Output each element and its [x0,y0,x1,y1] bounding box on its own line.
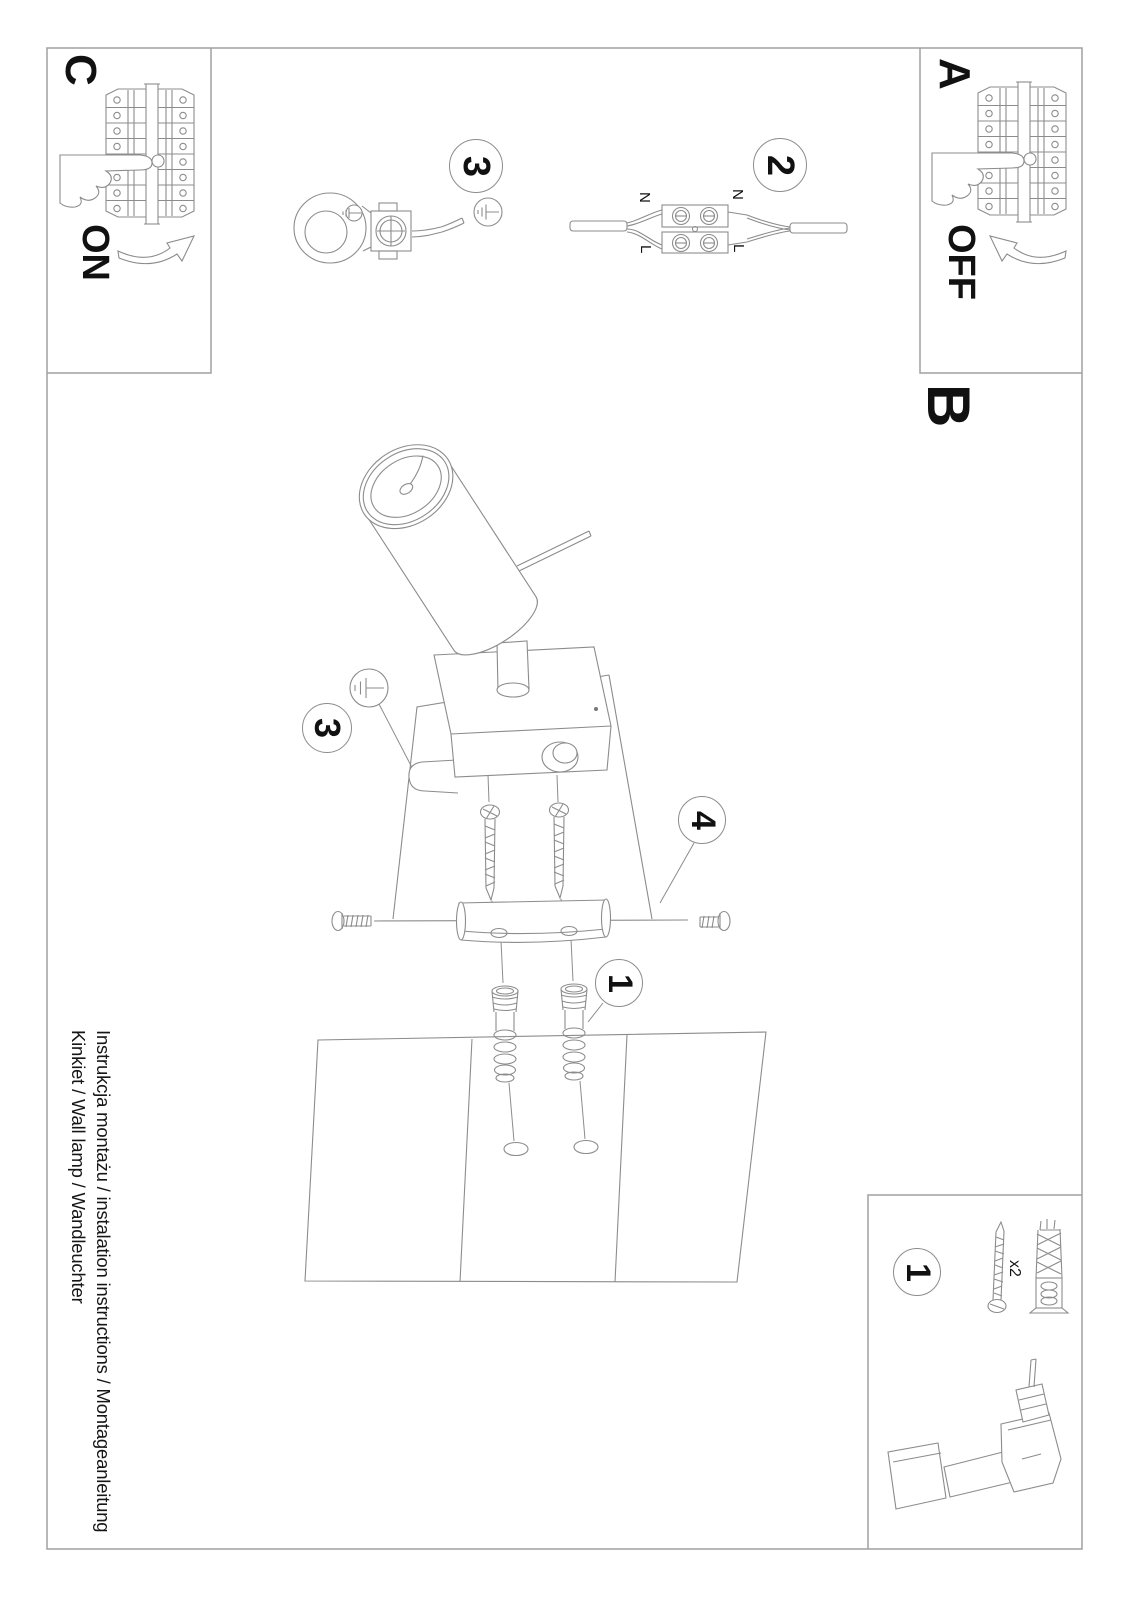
earth-clamp-illustration [294,193,464,263]
step-4-badge: 4 [678,796,726,844]
arrow-on-icon [118,236,194,264]
footer-product-line: Kinkiet / Wall lamp / Wandleuchter [68,1030,89,1304]
wall-hole-right [574,1141,598,1154]
arrow-off-icon [990,236,1066,264]
mounting-bracket [457,899,611,942]
drill-bit [1029,1359,1036,1387]
footer-title-line: Instrukcja montażu / instalation instructions / Montageanleitung [93,1030,114,1533]
parts-anchor-illustration [1030,1219,1068,1313]
wall-anchor-left [492,986,518,1082]
step-1-badge-anchors: 1 [595,959,643,1007]
wire-label-n-right: N [729,189,746,200]
panel-c-on-label: ON [74,224,116,281]
parts-screw-illustration [988,1222,1006,1313]
lower-wall-outline [305,1032,766,1282]
frame-lines [47,48,1082,1549]
panel-c-letter: C [56,54,105,86]
wood-screw-right [550,803,569,898]
earth-symbol-circle-lamp-icon [350,669,388,707]
footer-text [62,1030,116,1550]
section-b-letter: B [915,384,982,428]
bracket-tab [409,760,458,793]
wire-label-l-left: L [637,245,654,254]
step-3-badge-clamp: 3 [449,139,503,193]
step4-leader-line [660,843,694,903]
wall-hole-left [504,1143,528,1156]
drill-illustration [888,1359,1061,1509]
machine-screw-left [332,912,371,931]
wall-lamp-illustration [343,428,611,793]
machine-screw-right [700,912,730,931]
wire-label-n-left: N [636,192,653,203]
lamp-cylinder [343,428,547,668]
step-3-badge-lamp: 3 [302,703,352,753]
step1-leader-line [588,1003,603,1022]
wall-anchor-right [561,984,587,1080]
wood-screw-left [481,805,500,900]
panel-a-letter: A [930,58,979,90]
parts-quantity-label: x2 [1006,1260,1023,1277]
terminal-block-illustration [570,205,847,253]
mounting-hardware [332,803,730,1082]
earth-symbol-circle-top-icon [474,198,502,226]
panel-a-off-label: OFF [940,224,982,300]
step-2-badge: 2 [753,138,807,192]
wire-label-l-right: L [730,244,747,253]
lamp-handle-rod [517,531,591,571]
step-1-badge-parts: 1 [893,1248,941,1296]
